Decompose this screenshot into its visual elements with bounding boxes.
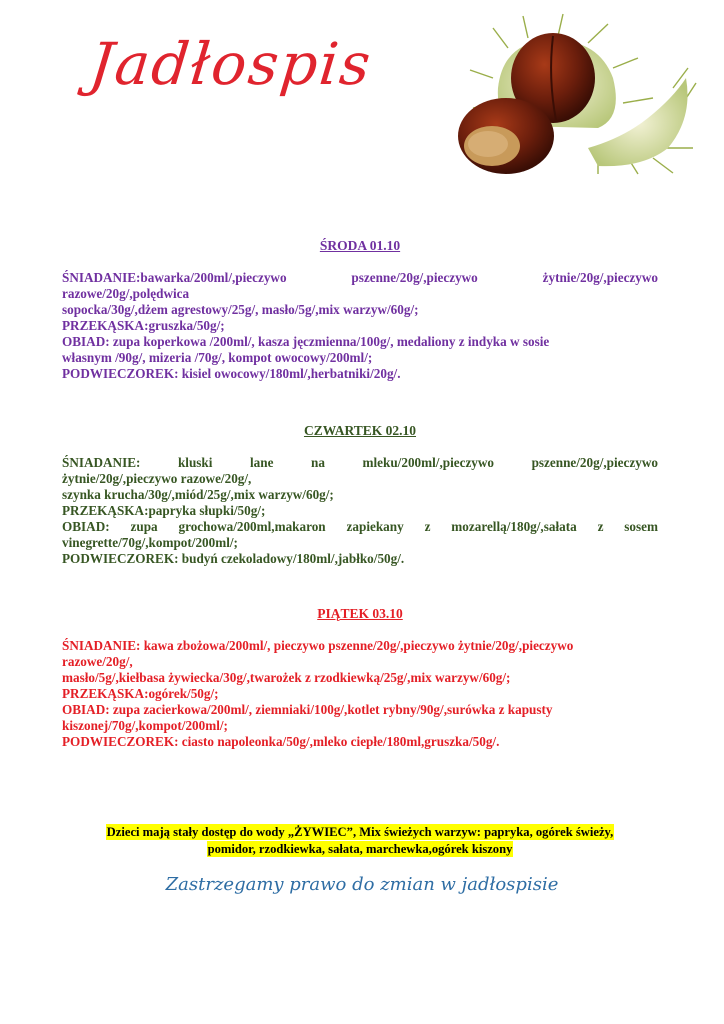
menu-line: OBIAD: zupa grochowa/200ml,makaron zapiekany z mozarellą/180g/,sałata z sosem (62, 519, 658, 534)
menu-line: PODWIECZOREK: budyń czekoladowy/180ml/,jabłko/50g/. (62, 551, 405, 566)
note-line: Dzieci mają stały dostęp do wody „ŻYWIEC”, Mix świeżych warzyw: papryka, ogórek świeży, (106, 825, 614, 839)
day-section-wednesday (62, 238, 658, 382)
note-line: pomidor, rzodkiewka, sałata, marchewka,ogórek kiszony (207, 842, 513, 856)
menu-line: ŚNIADANIE: kawa zbożowa/200ml/, pieczywo pszenne/20g/,pieczywo żytnie/20g/,pieczywo (62, 638, 574, 653)
menu-line: kiszonej/70g/,kompot/200ml/; (62, 718, 228, 733)
day-heading: CZWARTEK 02.10 (303, 423, 417, 438)
page-title: Jadłospis (86, 30, 376, 98)
menu-line: vinegrette/70g/,kompot/200ml/; (62, 535, 238, 550)
menu-line: sopocka/30g/,dżem agrestowy/25g/, masło/5g/,mix warzyw/60g/; (62, 302, 419, 317)
menu-line: PODWIECZOREK: ciasto napoleonka/50g/,mleko ciepłe/180ml,gruszka/50g/. (62, 734, 500, 749)
menu-line: żytnie/20g/,pieczywo razowe/20g/, (62, 471, 252, 486)
menu-line: OBIAD: zupa koperkowa /200ml/, kasza jęczmienna/100g/, medaliony z indyka w sosie (62, 334, 550, 349)
changes-disclaimer: Zastrzegamy prawo do zmian w jadłospisie (165, 874, 559, 895)
menu-line: PRZEKĄSKA:gruszka/50g/; (62, 318, 225, 333)
menu-line: własnym /90g/, mizeria /70g/, kompot owocowy/200ml/; (62, 350, 373, 365)
menu-line: PRZEKĄSKA:papryka słupki/50g/; (62, 503, 266, 518)
day-section-friday (62, 606, 658, 750)
menu-line: ŚNIADANIE:bawarka/200ml/,pieczywo pszenne/20g/,pieczywo żytnie/20g/,pieczywo (62, 270, 658, 285)
menu-line: PODWIECZOREK: kisiel owocowy/180ml/,herbatniki/20g/. (62, 366, 401, 381)
menu-line: OBIAD: zupa zacierkowa/200ml/, ziemniaki/100g/,kotlet rybny/90g/,surówka z kapusty (62, 702, 553, 717)
menu-line: szynka krucha/30g/,miód/25g/,mix warzyw/60g/; (62, 487, 334, 502)
day-heading: ŚRODA 01.10 (319, 238, 401, 253)
chestnut-image (448, 8, 698, 176)
water-access-note (60, 824, 660, 858)
menu-line: PRZEKĄSKA:ogórek/50g/; (62, 686, 219, 701)
menu-line: razowe/20g/, (62, 654, 133, 669)
menu-line: razowe/20g/,polędwica (62, 286, 190, 301)
menu-line: ŚNIADANIE: kluski lane na mleku/200ml/,pieczywo pszenne/20g/,pieczywo (62, 455, 658, 470)
menu-line: masło/5g/,kiełbasa żywiecka/30g/,twarożek z rzodkiewką/25g/,mix warzyw/60g/; (62, 670, 511, 685)
day-heading: PIĄTEK 03.10 (317, 606, 403, 621)
day-section-thursday (62, 423, 658, 567)
